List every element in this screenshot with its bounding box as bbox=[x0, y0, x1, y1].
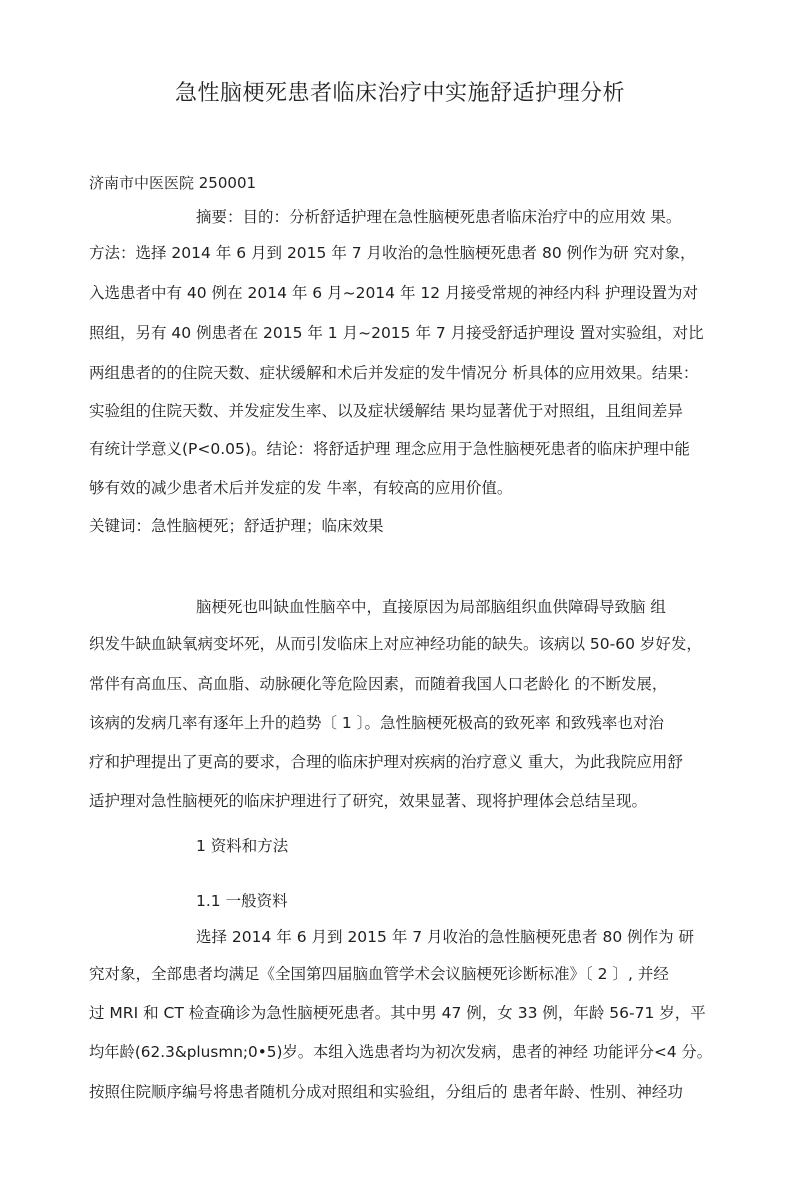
paper-title: 急性脑梗死患者临床治疗中实施舒适护理分析 bbox=[174, 81, 625, 106]
affiliation: 济南市中医医院 250001 bbox=[89, 174, 257, 192]
intro-line: 脑梗死也叫缺血性脑卒中，直接原因为局部脑组织血供障碍导致脑 组 bbox=[196, 598, 666, 616]
abstract-line: 入选患者中有 40 例在 2014 年 6 月~2014 年 12 月接受常规的神经内科 护理设置为对 bbox=[89, 284, 698, 302]
general-line: 过 MRI 和 CT 检查确诊为急性脑梗死患者。其中男 47 例，女 33 例，年龄 56-71 岁，平 bbox=[89, 1004, 706, 1022]
abstract-line: 照组，另有 40 例患者在 2015 年 1 月~2015 年 7 月接受舒适护理设 置对实验组，对比 bbox=[89, 324, 704, 342]
intro-line: 该病的发病几率有逐年上升的趋势〔 1 〕。急性脑梗死极高的致死率 和致残率也对治 bbox=[89, 714, 664, 732]
abstract-line: 两组患者的的住院天数、症状缓解和术后并发症的发牛情况分 析具体的应用效果。结果： bbox=[89, 364, 699, 382]
abstract-line: 摘要：目的：分析舒适护理在急性脑梗死患者临床治疗中的应用效 果。 bbox=[196, 208, 682, 226]
general-line: 按照住院顺序编号将患者随机分成对照组和实验组，分组后的 患者年龄、性别、神经功 bbox=[89, 1083, 683, 1101]
keywords: 关键词：急性脑梗死；舒适护理；临床效果 bbox=[89, 517, 384, 535]
intro-line: 织发牛缺血缺氧病变坏死，从而引发临床上对应神经功能的缺失。该病以 50-60 岁好发， bbox=[89, 635, 702, 653]
subsection-heading: 1.1 一般资料 bbox=[196, 892, 288, 910]
intro-line: 常伴有高血压、高血脂、动脉硬化等危险因素，而随着我国人口老龄化 的不断发展， bbox=[89, 675, 668, 693]
general-line: 选择 2014 年 6 月到 2015 年 7 月收治的急性脑梗死患者 80 例作为 研 bbox=[196, 928, 695, 946]
general-line: 究对象，全部患者均满足《全国第四届脑血管学术会议脑梗死诊断标准》〔 2 〕, 并经 bbox=[89, 965, 669, 983]
abstract-line: 实验组的住院天数、并发症发生率、以及症状缓解结 果均显著优于对照组，且组间差异 bbox=[89, 402, 683, 420]
intro-line: 疗和护理提出了更高的要求，合理的临床护理对疾病的治疗意义 重大，为此我院应用舒 bbox=[89, 753, 683, 771]
section-heading: 1 资料和方法 bbox=[196, 837, 289, 855]
intro-line: 适护理对急性脑梗死的临床护理进行了研究，效果显著、现将护理体会总结呈现。 bbox=[89, 792, 648, 810]
abstract-line: 方法：选择 2014 年 6 月到 2015 年 7 月收治的急性脑梗死患者 80 例作为研 究对象， bbox=[89, 244, 696, 262]
abstract-line: 有统计学意义(P<0.05)。结论：将舒适护理 理念应用于急性脑梗死患者的临床护理中能 bbox=[89, 440, 690, 458]
abstract-line: 够有效的减少患者术后并发症的发 牛率，有较高的应用价值。 bbox=[89, 479, 513, 497]
general-line: 均年龄(62.3&plusmn;0•5)岁。本组入选患者均为初次发病，患者的神经 功能评分<4 分。 bbox=[89, 1043, 712, 1061]
